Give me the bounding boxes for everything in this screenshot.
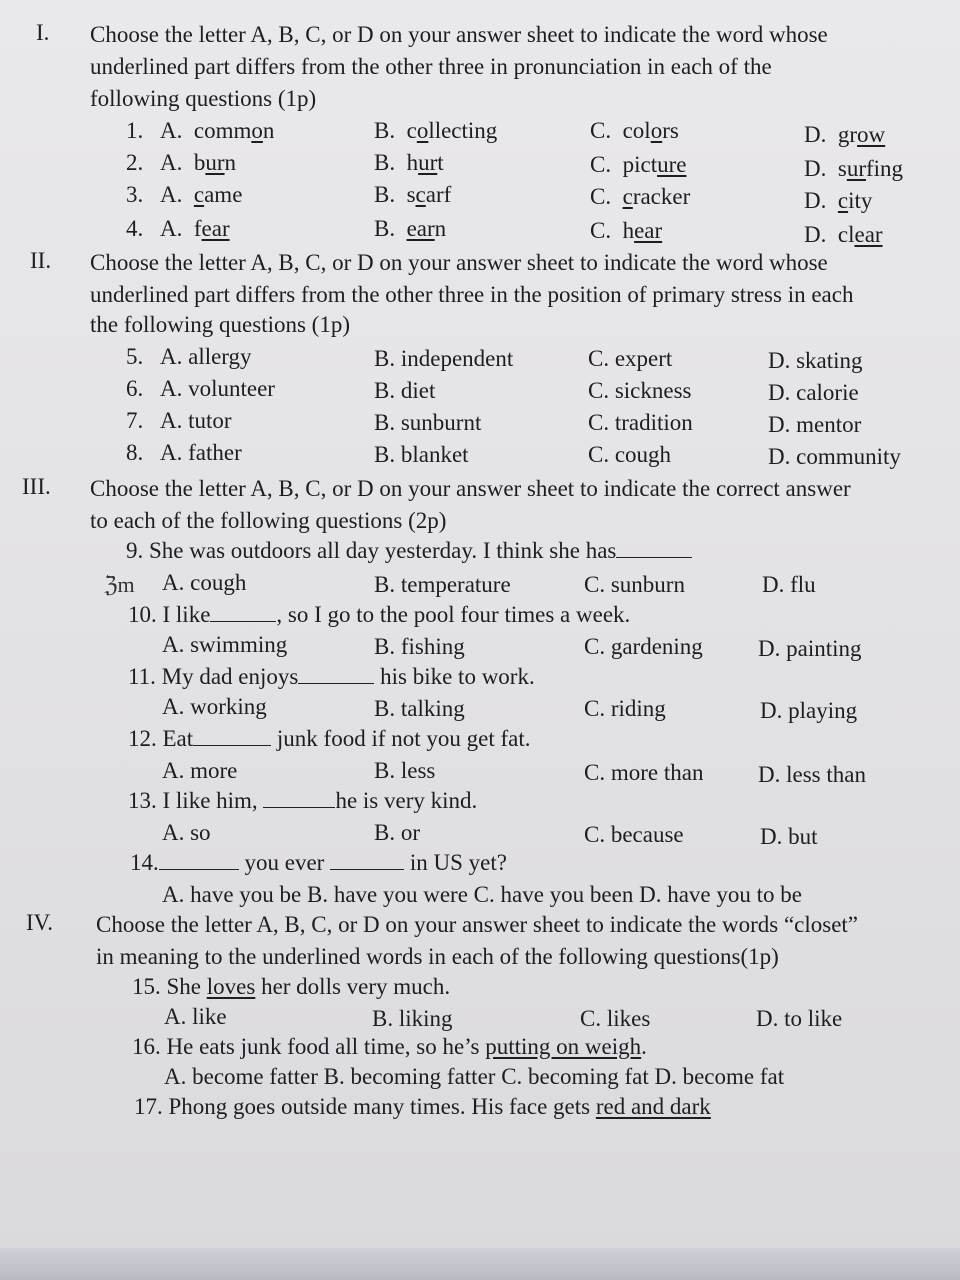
section-instruction: following questions (1p) xyxy=(90,86,317,111)
section-numeral: II. xyxy=(30,248,52,273)
option-d: D. surfing xyxy=(804,156,904,181)
option-a: A. allergy xyxy=(160,344,252,369)
option-c: C. sickness xyxy=(588,378,692,403)
option-a: A. burn xyxy=(160,150,237,175)
section-instruction: to each of the following questions (2p) xyxy=(90,508,447,533)
option-d: D. calorie xyxy=(768,380,859,405)
question-number: 5. xyxy=(126,344,144,369)
option-c: C. hear xyxy=(590,218,663,243)
question-number: 8. xyxy=(126,440,144,465)
question-number: 4. xyxy=(126,216,144,241)
option-b: B. fishing xyxy=(374,634,465,659)
option-c: C. sunburn xyxy=(584,572,685,597)
section-numeral: I. xyxy=(36,20,50,45)
option-b: B. temperature xyxy=(374,572,511,597)
option-a: A. common xyxy=(160,118,275,143)
option-b: B. sunburnt xyxy=(374,410,482,435)
option-c: C. cough xyxy=(588,442,672,467)
option-d: D. clear xyxy=(804,222,883,247)
question-stem: 9. She was outdoors all day yesterday. I think she has xyxy=(126,536,692,566)
option-d: D. but xyxy=(760,824,818,849)
option-d: D. mentor xyxy=(768,412,862,437)
question-stem: 17. Phong goes outside many times. His face gets red and dark xyxy=(134,1094,711,1119)
option-b: B. less xyxy=(374,758,436,783)
option-a: A. tutor xyxy=(160,408,232,433)
option-d: D. flu xyxy=(762,572,816,597)
option-a: A. like xyxy=(164,1004,227,1029)
question-number: 6. xyxy=(126,376,144,401)
section-instruction: underlined part differs from the other three in the position of primary stress in each xyxy=(90,282,854,307)
option-a: A. swimming xyxy=(162,632,288,657)
question-number: 7. xyxy=(126,408,144,433)
option-d: D. less than xyxy=(758,762,866,787)
section-instruction: underlined part differs from the other three in pronunciation in each of the xyxy=(90,54,772,79)
section-numeral: III. xyxy=(22,474,51,499)
question-stem: 16. He eats junk food all time, so he’s putting on weigh. xyxy=(132,1034,647,1059)
question-number: 1. xyxy=(126,118,144,143)
screen-bottom-edge xyxy=(0,1248,960,1280)
option-d: D. playing xyxy=(760,698,858,723)
option-b: B. diet xyxy=(374,378,436,403)
option-c: C. riding xyxy=(584,696,666,721)
section-instruction: Choose the letter A, B, C, or D on your answer sheet to indicate the correct answer xyxy=(90,476,851,501)
option-c: C. gardening xyxy=(584,634,703,659)
option-d: D. grow xyxy=(804,122,886,147)
question-stem: 12. Eat junk food if not you get fat. xyxy=(128,726,531,751)
option-a: A. father xyxy=(160,440,242,465)
option-d: D. skating xyxy=(768,348,863,373)
question-stem: 11. My dad enjoys his bike to work. xyxy=(128,664,535,689)
option-b: B. scarf xyxy=(374,182,452,207)
question-number: 2. xyxy=(126,150,144,175)
option-b: B. independent xyxy=(374,346,514,371)
handwritten-mark: ℨm xyxy=(104,572,135,597)
option-c: C. picture xyxy=(590,152,687,177)
option-b: B. talking xyxy=(374,696,465,721)
option-b: B. or xyxy=(374,820,420,845)
question-stem: 15. She loves her dolls very much. xyxy=(132,974,451,999)
option-a: A. more xyxy=(162,758,238,783)
question-number: 3. xyxy=(126,182,144,207)
option-a: A. fear xyxy=(160,216,230,241)
options-row: A. become fatter B. becoming fatter C. becoming fat D. become fat xyxy=(164,1064,785,1089)
question-stem: 14. you ever in US yet? xyxy=(130,850,507,875)
option-a: A. came xyxy=(160,182,243,207)
option-b: B. blanket xyxy=(374,442,469,467)
option-b: B. hurt xyxy=(374,150,444,175)
option-a: A. working xyxy=(162,694,267,719)
option-a: A. so xyxy=(162,820,211,845)
section-instruction: in meaning to the underlined words in each of the following questions(1p) xyxy=(96,944,779,969)
option-d: D. community xyxy=(768,444,901,469)
option-b: B. collecting xyxy=(374,118,498,143)
options-row: A. have you be B. have you were C. have you been D. have you to be xyxy=(162,882,802,907)
option-a: A. cough xyxy=(162,570,247,595)
option-c: C. more than xyxy=(584,760,704,785)
option-c: C. cracker xyxy=(590,184,691,209)
option-a: A. volunteer xyxy=(160,376,275,401)
section-instruction: Choose the letter A, B, C, or D on your answer sheet to indicate the words “closet” xyxy=(96,912,859,937)
section-numeral: IV. xyxy=(26,910,54,935)
option-c: C. likes xyxy=(580,1006,651,1031)
option-b: B. liking xyxy=(372,1006,453,1031)
section-instruction: the following questions (1p) xyxy=(90,312,350,337)
option-c: C. tradition xyxy=(588,410,693,435)
option-d: D. city xyxy=(804,188,873,213)
section-instruction: Choose the letter A, B, C, or D on your answer sheet to indicate the word whose xyxy=(90,22,828,47)
question-stem: 10. I like , so I go to the pool four times a week. xyxy=(128,602,631,627)
option-b: B. earn xyxy=(374,216,447,241)
option-c: C. colors xyxy=(590,118,679,143)
section-instruction: Choose the letter A, B, C, or D on your answer sheet to indicate the word whose xyxy=(90,250,828,275)
option-c: C. expert xyxy=(588,346,673,371)
option-d: D. to like xyxy=(756,1006,843,1031)
option-d: D. painting xyxy=(758,636,862,661)
question-stem: 13. I like him, he is very kind. xyxy=(128,788,478,813)
option-c: C. because xyxy=(584,822,684,847)
